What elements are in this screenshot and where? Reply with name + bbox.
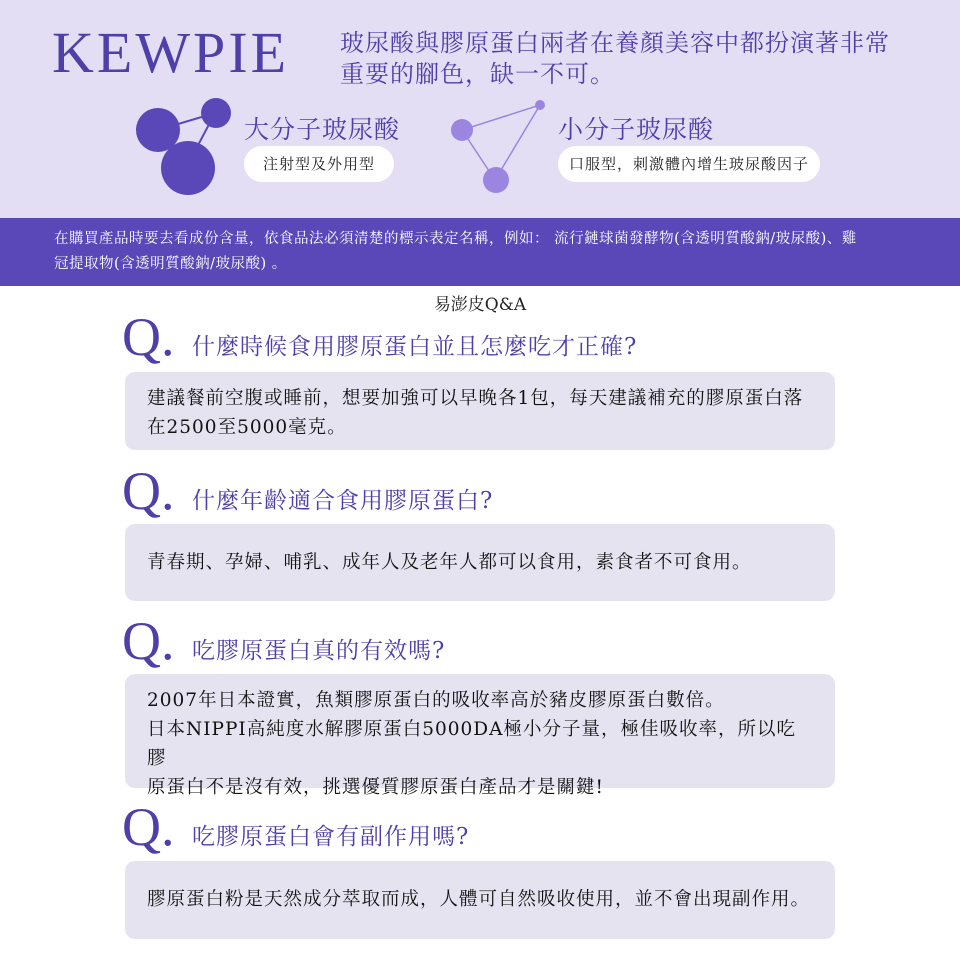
question-text: 什麼時候食用膠原蛋白並且怎麼吃才正確? — [192, 334, 638, 360]
question-text: 吃膠原蛋白會有副作用嗎? — [192, 824, 470, 850]
intro-line: 玻尿酸與膠原蛋白兩者在養顏美容中都扮演著非常 — [340, 29, 890, 57]
notice-line: 冠提取物(含透明質酸鈉/玻尿酸) 。 — [54, 256, 287, 272]
q-mark-icon: Q. — [122, 461, 175, 521]
small-molecule-badge: 口服型，刺激體內增生玻尿酸因子 — [558, 146, 820, 182]
answer-line: 原蛋白不是沒有效，挑選優質膠原蛋白產品才是關鍵! — [147, 777, 604, 798]
brand-logo: KEWPIE — [52, 20, 290, 85]
answer-line: 建議餐前空腹或睡前，想要加強可以早晚各1包，每天建議補充的膠原蛋白落 — [147, 388, 804, 409]
large-molecule-icon — [136, 98, 231, 195]
faq-question — [122, 461, 842, 521]
faq-answer — [125, 861, 835, 939]
question-text: 吃膠原蛋白真的有效嗎? — [192, 638, 446, 664]
answer-line: 青春期、孕婦、哺乳、成年人及老年人都可以食用，素食者不可食用。 — [147, 552, 752, 573]
faq-answer — [125, 674, 835, 798]
qa-section-title: 易澎皮Q&A — [433, 295, 527, 315]
q-mark-icon: Q. — [122, 611, 175, 671]
faq-question — [122, 611, 842, 671]
molecule-illustrations — [0, 0, 960, 218]
q-mark-icon: Q. — [122, 797, 175, 857]
large-molecule-badge: 注射型及外用型 — [244, 146, 394, 182]
faq-question — [122, 797, 842, 857]
large-molecule-title: 大分子玻尿酸 — [244, 115, 401, 144]
small-molecule-icon — [451, 100, 545, 193]
intro-line: 重要的腳色，缺一不可。 — [340, 60, 615, 88]
notice-line: 在購買產品時要去看成份含量，依食品法必須清楚的標示表定名稱，例如： 流行鏈球菌發酵物(含透明質酸鈉/玻尿酸)、雞 — [54, 231, 857, 247]
answer-line: 在2500至5000毫克。 — [147, 417, 347, 438]
faq-answer — [125, 372, 835, 450]
small-molecule-title: 小分子玻尿酸 — [558, 115, 715, 144]
answer-line: 2007年日本證實，魚類膠原蛋白的吸收率高於豬皮膠原蛋白數倍。 — [147, 690, 725, 711]
answer-line: 膠原蛋白粉是天然成分萃取而成，人體可自然吸收使用，並不會出現副作用。 — [147, 889, 811, 910]
faq-answer — [125, 524, 835, 601]
question-text: 什麼年齡適合食用膠原蛋白? — [192, 488, 494, 514]
q-mark-icon: Q. — [122, 307, 175, 367]
faq-question — [122, 307, 842, 367]
answer-line: 日本NIPPI高純度水解膠原蛋白5000DA極小分子量，極佳吸收率，所以吃膠 — [147, 719, 796, 769]
hero-panel — [0, 0, 960, 218]
purchase-notice — [0, 218, 960, 286]
